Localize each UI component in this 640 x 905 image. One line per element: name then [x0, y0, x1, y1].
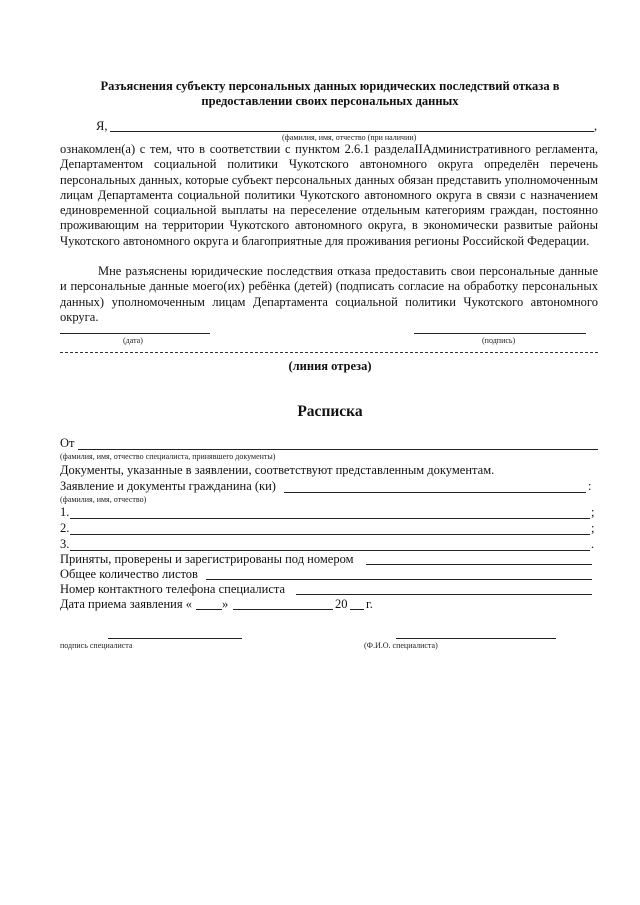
- applicant-colon: :: [588, 479, 592, 493]
- cut-line-label: (линия отреза): [288, 359, 372, 373]
- item-2-number: 2.: [60, 521, 70, 535]
- receipt-month-field[interactable]: [233, 609, 333, 610]
- receipt-year-field[interactable]: [350, 609, 364, 610]
- registered-label: Приняты, проверены и зарегистрированы под номером: [60, 552, 354, 566]
- specialist-signature-hint: подпись специалиста: [60, 641, 133, 650]
- registration-number-field[interactable]: [366, 564, 592, 565]
- specialist-fio-hint: (Ф.И.О. специалиста): [364, 641, 438, 650]
- full-name-field[interactable]: [110, 131, 594, 132]
- item-3-number: 3.: [60, 537, 70, 551]
- cut-line: [60, 352, 598, 353]
- from-hint: (фамилия, имя, отчество специалиста, принявшего документы): [60, 452, 276, 461]
- document-title: [60, 79, 600, 109]
- receipt-heading: Расписка: [297, 403, 363, 420]
- item-1-field[interactable]: [70, 518, 590, 519]
- specialist-fio-field[interactable]: [396, 638, 556, 639]
- applicant-label: Заявление и документы гражданина (ки): [60, 479, 276, 493]
- item-3-end: .: [591, 537, 595, 551]
- sheets-label: Общее количество листов: [60, 567, 198, 581]
- title-line-2: предоставлении своих персональных данных: [201, 94, 459, 108]
- item-3-field[interactable]: [70, 550, 590, 551]
- date-field[interactable]: [60, 333, 210, 334]
- item-2-end: ;: [591, 521, 595, 535]
- signature-field[interactable]: [414, 333, 586, 334]
- specialist-name-field[interactable]: [78, 449, 598, 450]
- applicant-hint: (фамилия, имя, отчество): [60, 495, 147, 504]
- consent-paragraph-2: Мне разъяснены юридические последствия отказа предоставить свои персональные данные и персональные данные моего(их) ребёнка (детей) (подписать согласие на обработку персональных данных) уполномоченным лицам Департамента социальной политики Чукотского автономного округа.: [60, 264, 598, 324]
- title-line-1: Разъяснения субъекту персональных данных юридических последствий отказа в: [100, 79, 560, 93]
- docs-match-text: Документы, указанные в заявлении, соответствуют представленным документам.: [60, 463, 495, 477]
- item-2-field[interactable]: [70, 534, 590, 535]
- from-label: От: [60, 436, 75, 450]
- receipt-date-quote: »: [222, 597, 229, 611]
- receipt-year-prefix: 20: [335, 597, 348, 611]
- phone-field[interactable]: [296, 594, 592, 595]
- consent-paragraph-1: ознакомлен(а) с тем, что в соответствии с пунктом 2.6.1 разделаIIАдминистративного регламента, Департаментом социальной политики Чукотского автономного округа определён перечень персональных данных, которые субъект персональных данных обязан представить уполномоченным лицам Департамента социальной политики Чукотского автономного округа в связи с назначением единовременной социальной выплаты на переселение отдельным категориям граждан, постоянно проживающим на территории Чукотского автономного округа, в экономически развитые районы Чукотского автономного округа и благоприятные для проживания регионы Российской Федерации.: [60, 142, 598, 248]
- phone-label: Номер контактного телефона специалиста: [60, 582, 286, 596]
- name-hint: (фамилия, имя, отчество (при наличии): [282, 133, 417, 142]
- receipt-year-suffix: г.: [366, 597, 373, 611]
- ya-label: Я,: [96, 119, 108, 133]
- item-1-end: ;: [591, 505, 595, 519]
- sheets-count-field[interactable]: [206, 579, 592, 580]
- date-hint: (дата): [123, 336, 143, 345]
- name-comma: ,: [594, 119, 598, 133]
- signature-hint: (подпись): [482, 336, 516, 345]
- receipt-day-field[interactable]: [196, 609, 222, 610]
- specialist-signature-field[interactable]: [108, 638, 242, 639]
- applicant-name-field[interactable]: [284, 492, 586, 493]
- item-1-number: 1.: [60, 505, 70, 519]
- receipt-date-label: Дата приема заявления «: [60, 597, 192, 611]
